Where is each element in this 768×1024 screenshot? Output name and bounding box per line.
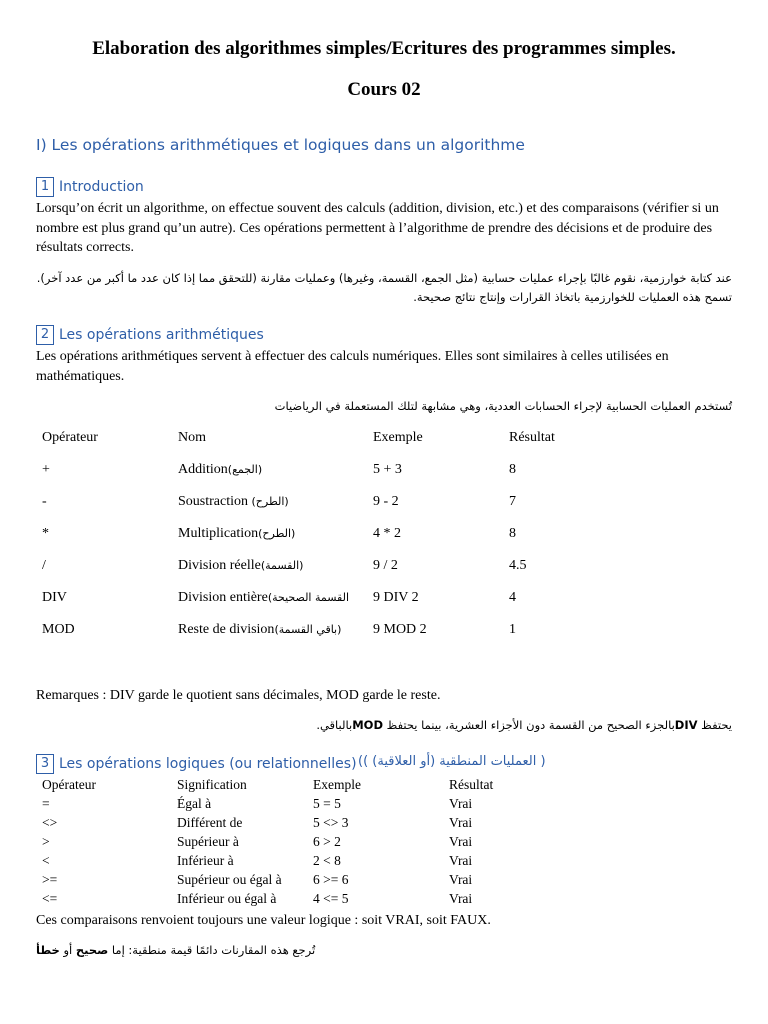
arith-name-ar: (باقي القسمة) (274, 623, 342, 636)
conclusion-ar-true: صحيح (75, 943, 109, 957)
logic-meaning: Égal à (177, 796, 212, 811)
arith-name-ar: (القسمة) (260, 559, 304, 572)
logic-op: >= (42, 872, 58, 887)
arith-op: + (42, 462, 50, 477)
conclusion-ar-part: أو (59, 943, 76, 957)
logic-header-result: Résultat (449, 777, 494, 792)
arith-name-ar: (القسمة الصحيحة (267, 591, 350, 604)
arith-name-fr: Division entière (178, 590, 268, 605)
logic-op: > (42, 834, 50, 849)
arith-name-fr: Multiplication (178, 526, 259, 541)
logic-result: Vrai (449, 834, 473, 849)
intro-heading (36, 177, 144, 197)
arith-result: 8 (509, 526, 516, 541)
arith-example: 9 / 2 (373, 558, 398, 573)
arith-name-ar: (الجمع) (227, 463, 263, 476)
arith-example: 9 MOD 2 (373, 622, 427, 637)
arith-name-fr: Reste de division (178, 622, 275, 637)
arith-example: 9 DIV 2 (373, 590, 419, 605)
arith-result: 4 (509, 590, 516, 605)
intro-paragraph: Lorsqu’on écrit un algorithme, on effectue souvent des calculs (addition, division, etc.) et des comparaisons (vérifier si un nombre est plus grand qu’un autre). Ces opérations permettent à l’algorithme de prendre des décisions et de produire des résultats corrects. (36, 201, 719, 255)
arith-name-ar: (الطرح) (258, 527, 296, 540)
arith-name (178, 590, 349, 606)
arith-result: 7 (509, 494, 516, 509)
logic-result: Vrai (449, 815, 473, 830)
course-number: Cours 02 (347, 79, 421, 100)
arith-name-ar: (الطرح) (251, 495, 289, 508)
logic-meaning: Supérieur ou égal à (177, 872, 282, 887)
logic-conclusion-ar (36, 943, 315, 957)
section-heading: I) Les opérations arithmétiques et logiques dans un algorithme (36, 136, 525, 154)
remark-ar-part: بالجزء الصحيح من القسمة دون الأجزاء العشرية، بينما يحتفظ (383, 718, 675, 732)
logic-heading-ar: (( العمليات المنطقية (أو العلاقية) ) (358, 754, 546, 769)
arith-name (178, 558, 303, 574)
logic-header-operator: Opérateur (42, 777, 96, 792)
logic-example: 4 <= 5 (313, 891, 349, 906)
arith-example: 5 + 3 (373, 462, 402, 477)
arith-result: 4.5 (509, 558, 527, 573)
arith-name-fr: Soustraction (178, 494, 252, 509)
section-number-box: 2 (36, 325, 54, 345)
logic-result: Vrai (449, 853, 473, 868)
intro-arabic-line-1: عند كتابة خوارزمية، نقوم غالبًا بإجراء عمليات حسابية (مثل الجمع، القسمة، وغيرها) وعمليات مقارنة (للتحقق مما إذا كان عدد ما أكبر من عدد آخر). (36, 271, 732, 285)
logic-result: Vrai (449, 872, 473, 887)
arith-name-fr: Addition (178, 462, 228, 477)
logic-result: Vrai (449, 891, 473, 906)
logic-result: Vrai (449, 796, 473, 811)
conclusion-ar-part: تُرجع هذه المقارنات دائمًا قيمة منطقية: إما (108, 943, 316, 957)
arith-name (178, 494, 289, 510)
remark-ar-div: DIV (674, 718, 698, 732)
arith-op: MOD (42, 622, 75, 637)
arith-heading (36, 325, 264, 345)
logic-example: 5 <> 3 (313, 815, 349, 830)
logic-meaning: Différent de (177, 815, 243, 830)
logic-meaning: Inférieur à (177, 853, 234, 868)
logic-header-meaning: Signification (177, 777, 247, 792)
logic-op: < (42, 853, 50, 868)
logic-heading (36, 754, 357, 774)
logic-op: <= (42, 891, 58, 906)
section-number-box: 1 (36, 177, 54, 197)
remark-ar (316, 718, 732, 732)
logic-example: 2 < 8 (313, 853, 341, 868)
logic-heading-text: Les opérations logiques (ou relationnelles) (59, 756, 357, 772)
arith-heading-text: Les opérations arithmétiques (59, 327, 264, 343)
logic-example: 6 >= 6 (313, 872, 349, 887)
arith-name-fr: Division réelle (178, 558, 261, 573)
section-number-box: 3 (36, 754, 54, 774)
remark-fr: Remarques : DIV garde le quotient sans décimales, MOD garde le reste. (36, 688, 441, 703)
logic-conclusion-fr: Ces comparaisons renvoient toujours une valeur logique : soit VRAI, soit FAUX. (36, 913, 491, 928)
arith-example: 4 * 2 (373, 526, 401, 541)
document-title: Elaboration des algorithmes simples/Ecritures des programmes simples. (92, 38, 676, 59)
arith-name (178, 526, 295, 542)
remark-ar-part: بالباقي. (316, 718, 353, 732)
arith-name (178, 462, 262, 478)
arith-paragraph: Les opérations arithmétiques servent à effectuer des calculs numériques. Elles sont similaires à celles utilisées en mathématiques. (36, 349, 669, 384)
logic-meaning: Inférieur ou égal à (177, 891, 277, 906)
intro-heading-text: Introduction (59, 179, 144, 195)
logic-op: = (42, 796, 50, 811)
logic-meaning: Supérieur à (177, 834, 239, 849)
logic-header-example: Exemple (313, 777, 361, 792)
arith-result: 8 (509, 462, 516, 477)
arith-header-operator: Opérateur (42, 430, 98, 445)
arith-header-name: Nom (178, 430, 206, 445)
arith-op: * (42, 526, 49, 541)
intro-arabic-line-2: تسمح هذه العمليات للخوارزمية باتخاذ القرارات وإنتاج نتائج صحيحة. (413, 290, 732, 304)
remark-ar-mod: MOD (352, 718, 384, 732)
logic-op: <> (42, 815, 58, 830)
logic-example: 5 = 5 (313, 796, 341, 811)
arith-arabic-line: تُستخدم العمليات الحسابية لإجراء الحسابات العددية، وهي مشابهة لتلك المستعملة في الرياضيات (274, 399, 732, 413)
arith-header-result: Résultat (509, 430, 555, 445)
arith-header-example: Exemple (373, 430, 423, 445)
arith-name (178, 622, 341, 638)
remark-ar-part: يحتفظ (697, 718, 732, 732)
conclusion-ar-false: خطأ (36, 943, 60, 957)
arith-op: / (42, 558, 46, 573)
arith-result: 1 (509, 622, 516, 637)
arith-op: DIV (42, 590, 67, 605)
arith-op: - (42, 494, 47, 509)
arith-example: 9 - 2 (373, 494, 399, 509)
logic-example: 6 > 2 (313, 834, 341, 849)
